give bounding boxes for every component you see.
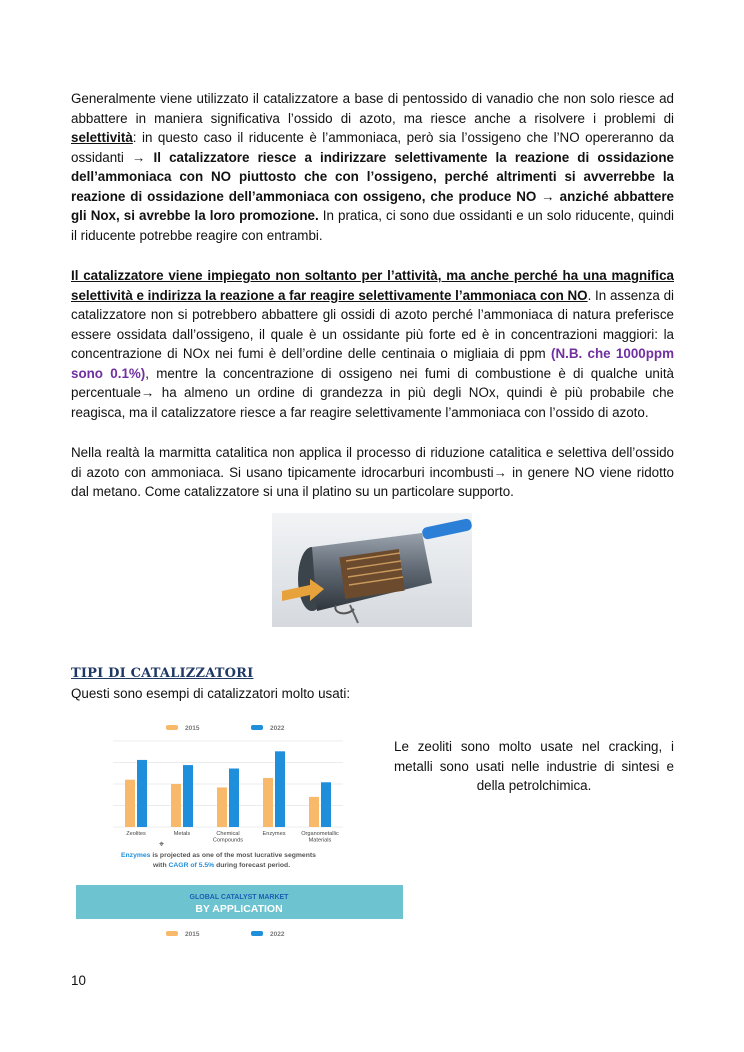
p3-text-2: in genere NO viene ridotto dal metano. Come catalizzatore si una il platino su un particolare supporto. <box>71 464 674 499</box>
chart-caption-line2 <box>152 862 290 869</box>
legend-swatch-2015 <box>166 725 178 730</box>
p2-bold-underlined: Il catalizzatore viene impiegato non soltanto per l’attività, ma anche perché ha una magnifica selettività e indirizza la reazione a far reagire selettivamente l’ammoniaca con NO <box>71 268 674 303</box>
p1-text-3: In pratica, ci sono due ossidanti e un solo riducente, quindi il riducente potrebbe reagire con entrambi. <box>71 208 675 243</box>
x-tick-label: Organometallic <box>301 831 339 837</box>
legend-bottom <box>166 931 285 938</box>
x-tick-label: Chemical <box>216 831 240 837</box>
section-intro: Questi sono esempi di catalizzatori molto usati: <box>71 686 351 701</box>
x-tick-label: Zeolites <box>126 831 146 837</box>
bar-2022-metals <box>183 765 193 827</box>
catalytic-converter-illustration <box>272 513 472 627</box>
x-tick-label: Enzymes <box>262 831 286 837</box>
x-tick-label: Materials <box>308 837 332 844</box>
legend-swatch-2022-bottom <box>251 931 263 936</box>
bar-2015-zeolites <box>125 780 135 827</box>
bar-2022-enzymes <box>275 751 285 827</box>
bar-chart <box>73 717 403 947</box>
p1-text-2: : in questo caso il riducente è l’ammoniaca, però sia l’ossigeno che l’NO opereranno da ossidanti <box>71 130 674 165</box>
bar-2022-chemical-compounds <box>229 769 239 827</box>
caption-highlight: Enzymes <box>121 852 151 859</box>
p1-selectivity-term: selettività <box>71 130 133 145</box>
caption-text-1: is projected as one of the most lucrative segments <box>150 852 316 859</box>
x-tick-label: Compounds <box>212 837 244 844</box>
p1-text-1: Generalmente viene utilizzato il catalizzatore a base di pentossido di vanadio che non solo riesce ad abbattere in maniera significativa l’ossido di azoto, ma riesce anche a risolvere i problemi di <box>71 91 674 126</box>
caption-cagr: CAGR of 5.5% <box>168 862 215 869</box>
p2-text-1: . In assenza di catalizzatore non si potrebbero abbattere gli ossidi di azoto perché l’ammoniaca di natura preferisce essere ossidata dall’ossigeno, il quale è un ossidante più forte ed è in concentrazioni maggiori: la concentrazione di NOx nei fumi è dell’ordine delle centinaia o migliaia di ppm <box>71 287 674 361</box>
arrow-icon: → <box>493 464 508 480</box>
paragraph-catalytic-converter <box>71 443 674 502</box>
caption-text-2b: during forecast period. <box>214 862 291 869</box>
arrow-icon: → <box>140 385 155 400</box>
p1-bold-text-2: anziché abbattere gli Nox, si avrebbe la loro promozione. <box>71 188 674 223</box>
section-heading: TIPI DI CATALIZZATORI <box>71 666 254 681</box>
bar-2015-chemical-compounds <box>217 787 227 827</box>
chart-caption-line1 <box>121 852 316 859</box>
p3-text-1: Nella realtà la marmitta catalitica non applica il processo di riduzione catalitica e selettiva dell’ossido di azoto con ammoniaca. Si usano tipicamente idrocarburi incombusti <box>71 445 674 480</box>
bar-2015-enzymes <box>263 778 273 827</box>
legend-swatch-2022 <box>251 725 263 730</box>
p2-text-2: , mentre la concentrazione di ossigeno nei fumi di combustione è di qualche unità percentuale <box>71 365 675 400</box>
banner-title: GLOBAL CATALYST MARKET <box>189 894 289 901</box>
catalyst-market-chart <box>73 717 403 947</box>
gridlines <box>113 741 343 827</box>
caption-text-2a: with <box>153 862 169 869</box>
legend-label-2022-bottom: 2022 <box>270 931 285 938</box>
x-tick-label: Metals <box>173 831 191 837</box>
cursor-icon: ⌖ <box>159 839 165 849</box>
arrow-icon: → <box>131 149 146 165</box>
catalytic-converter-image <box>272 513 472 627</box>
page-number: 10 <box>71 973 86 988</box>
bar-2022-organometallic-materials <box>321 782 331 827</box>
bar-2015-metals <box>171 784 181 827</box>
legend-label-2015-bottom: 2015 <box>185 931 200 938</box>
p2-note: (N.B. che 1000ppm sono 0.1%) <box>71 346 674 381</box>
legend-top <box>166 725 285 732</box>
p1-bold-text-1: Il catalizzatore riesce a indirizzare selettivamente la reazione di ossidazione dell’ammoniaca con NO piuttosto che con l’ossigeno, perché altrimenti si avverrebbe la reazione di ossidazione dell’ammoniaca con ossigeno, che produce NO <box>71 149 674 204</box>
paragraph-vanadium-catalyst <box>71 89 674 245</box>
banner-subtitle: BY APPLICATION <box>195 903 283 915</box>
legend-label-2022: 2022 <box>270 725 285 732</box>
arrow-icon: → <box>541 188 555 204</box>
side-note: Le zeoliti sono molto usate nel cracking, i metalli sono usati nelle industrie di sintesi e della petrolchimica. <box>394 739 674 793</box>
legend-swatch-2015-bottom <box>166 931 178 936</box>
bar-2022-zeolites <box>137 760 147 827</box>
p2-text-3: ha almeno un ordine di grandezza in più degli NOx, quindi è più probabile che reagisca, ma il catalizzatore riesce a far reagire selettivamente l’ammoniaca con l’ossido di azoto. <box>71 385 674 420</box>
legend-label-2015: 2015 <box>185 725 200 732</box>
paragraph-selectivity <box>71 266 674 422</box>
bar-2015-organometallic-materials <box>309 797 319 827</box>
